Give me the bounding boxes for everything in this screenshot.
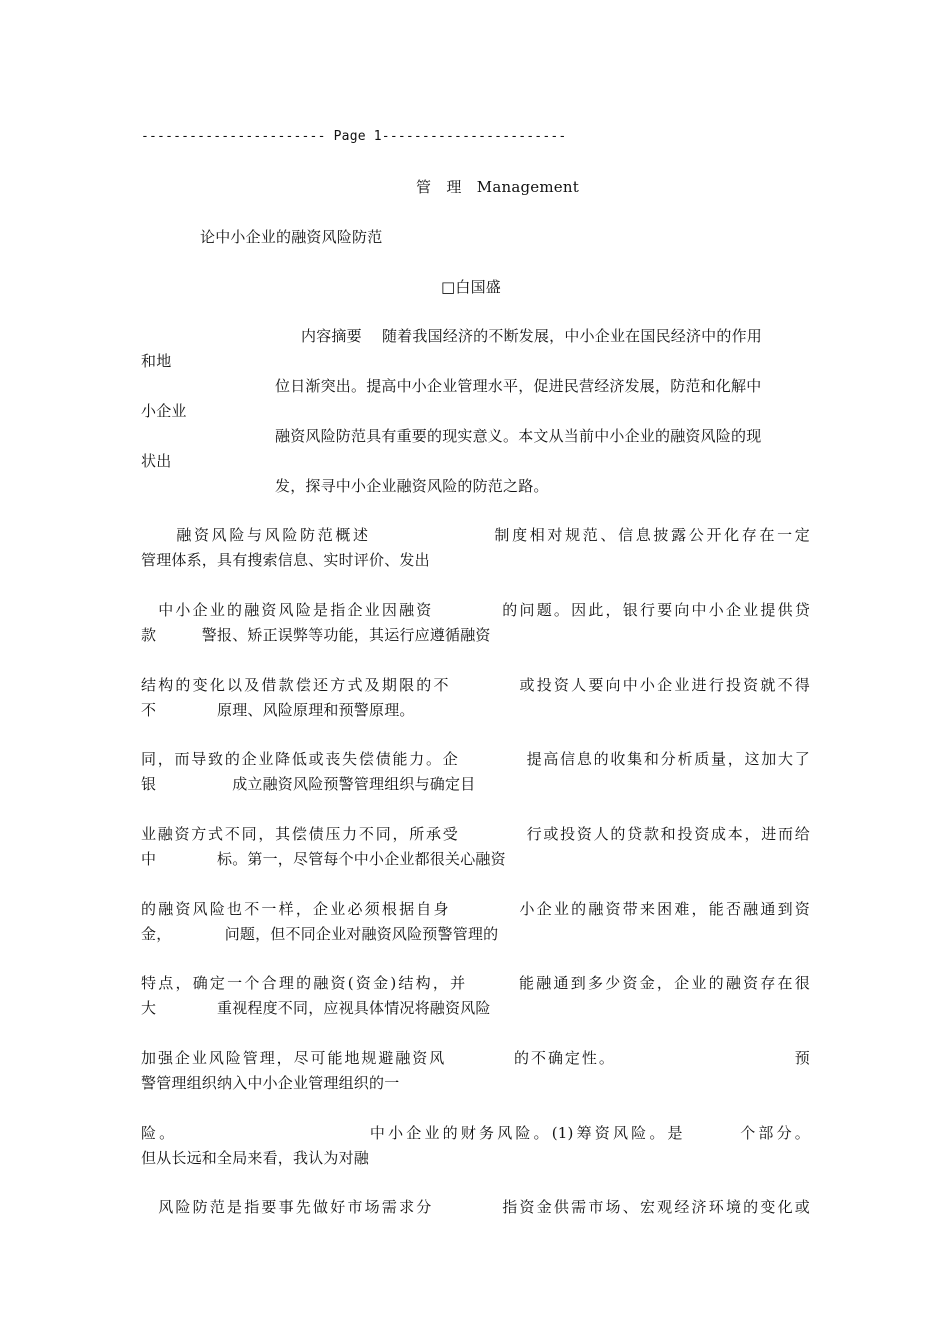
body-line: 中小企业的融资风险是指企业因融资 的问题。因此，银行要向中小企业提供贷 bbox=[141, 601, 810, 619]
body-line: 款 警报、矫正误弊等功能，其运行应遵循融资 bbox=[141, 626, 491, 644]
article-title: 论中小企业的融资风险防范 bbox=[200, 228, 383, 246]
body-line: 但从长远和全局来看，我认为对融 bbox=[141, 1149, 370, 1167]
body-line: 加强企业风险管理，尽可能地规避融资风 的不确定性。 预 bbox=[141, 1049, 810, 1067]
body-line: 业融资方式不同，其偿债压力不同，所承受 行或投资人的贷款和投资成本，进而给 bbox=[141, 825, 810, 843]
running-head: 管 理 Management bbox=[416, 178, 579, 196]
author: □白国盛 bbox=[441, 278, 501, 296]
body-line: 的融资风险也不一样，企业必须根据自身 小企业的融资带来困难，能否融通到资 bbox=[141, 900, 810, 918]
abstract-line-5: 融资风险防范具有重要的现实意义。本文从当前中小企业的融资风险的现 bbox=[275, 427, 762, 445]
body-line: 警管理组织纳入中小企业管理组织的一 bbox=[141, 1074, 400, 1092]
body-line: 金， 问题，但不同企业对融资风险预警管理的 bbox=[141, 925, 499, 943]
abstract-line-6: 状出 bbox=[141, 452, 172, 470]
abstract-line-1: 内容摘要 随着我国经济的不断发展，中小企业在国民经济中的作用 bbox=[301, 327, 762, 345]
body-line: 特点，确定一个合理的融资(资金)结构，并 能融通到多少资金，企业的融资存在很 bbox=[141, 974, 810, 992]
body-line: 风险防范是指要事先做好市场需求分 指资金供需市场、宏观经济环境的变化或 bbox=[141, 1198, 810, 1216]
body-line: 大 重视程度不同，应视具体情况将融资风险 bbox=[141, 999, 491, 1017]
abstract-line-2: 和地 bbox=[141, 352, 172, 370]
body-line: 险。 中小企业的财务风险。(1)筹资风险。是 个部分。 bbox=[141, 1124, 810, 1142]
body-line: 银 成立融资风险预警管理组织与确定目 bbox=[141, 775, 476, 793]
abstract-line-7: 发，探寻中小企业融资风险的防范之路。 bbox=[275, 477, 549, 495]
body-line: 结构的变化以及借款偿还方式及期限的不 或投资人要向中小企业进行投资就不得 bbox=[141, 676, 810, 694]
page-header: ----------------------- Page 1----------------------- bbox=[141, 129, 567, 144]
body-line: 不 原理、风险原理和预警原理。 bbox=[141, 701, 415, 719]
body-line: 管理体系，具有搜索信息、实时评价、发出 bbox=[141, 551, 430, 569]
body-line: 融资风险与风险防范概述 制度相对规范、信息披露公开化存在一定 bbox=[141, 526, 810, 544]
body-line: 同，而导致的企业降低或丧失偿债能力。企 提高信息的收集和分析质量，这加大了 bbox=[141, 750, 810, 768]
body-line: 中 标。第一，尽管每个中小企业都很关心融资 bbox=[141, 850, 506, 868]
abstract-line-3: 位日渐突出。提高中小企业管理水平，促进民营经济发展，防范和化解中 bbox=[275, 377, 762, 395]
abstract-line-4: 小企业 bbox=[141, 402, 187, 420]
